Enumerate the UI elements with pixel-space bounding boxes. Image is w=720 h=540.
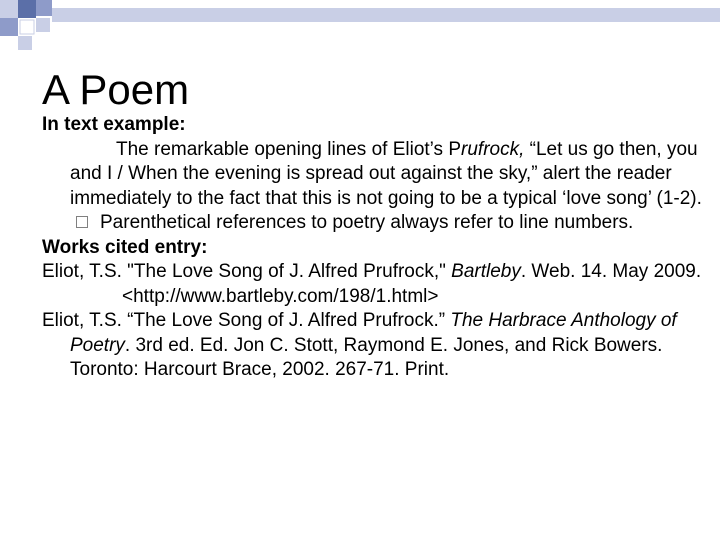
decor-square	[0, 0, 18, 18]
in-text-example-paragraph	[42, 138, 702, 212]
entry2-italic: The Harbrace Anthology of Poetry	[70, 310, 677, 356]
decor-square	[0, 18, 18, 36]
entry1-part2: . Web. 14. May 2009.	[520, 261, 702, 282]
entry1-part1: Eliot, T.S. "The Love Song of J. Alfred Prufrock,"	[42, 261, 452, 282]
slide-title: A Poem	[42, 66, 190, 113]
decor-square	[36, 0, 52, 16]
works-cited-heading: Works cited entry:	[42, 236, 208, 258]
entry2-part2: . 3rd ed. Ed. Jon C. Stott, Raymond E. Jones, and Rick Bowers. Toronto: Harcourt Brace, 2002. 267-71. Print.	[70, 334, 663, 380]
decor-bar	[52, 8, 720, 22]
in-text-body-italic: rufrock,	[461, 138, 525, 160]
decor-square	[20, 20, 34, 34]
works-cited-entry-1	[42, 260, 702, 285]
works-cited-entry-2	[42, 309, 702, 383]
decor-square	[18, 0, 36, 18]
decor-square	[18, 36, 32, 50]
in-text-body-part1: The remarkable opening lines of Eliot’s P	[116, 138, 462, 160]
entry1-italic: Bartleby	[451, 261, 521, 282]
header-decoration	[0, 0, 720, 60]
slide-content	[42, 113, 702, 383]
sub-bullet-item	[42, 211, 702, 236]
in-text-heading: In text example:	[42, 114, 186, 135]
decor-square	[36, 18, 50, 32]
in-text-body-part2: “Let us go then, you and I / When the evening is spread out against the sky,” alert the reader immediately to the fact that this is not going to be a typical ‘love song’ (1-2).	[70, 138, 702, 209]
entry1-url: <http://www.bartleby.com/198/1.html>	[122, 285, 439, 307]
sub-bullet-text: Parenthetical references to poetry always refer to line numbers.	[100, 212, 634, 233]
hollow-square-bullet-icon	[76, 216, 88, 228]
entry2-part1: Eliot, T.S. “The Love Song of J. Alfred Prufrock.”	[42, 310, 451, 331]
